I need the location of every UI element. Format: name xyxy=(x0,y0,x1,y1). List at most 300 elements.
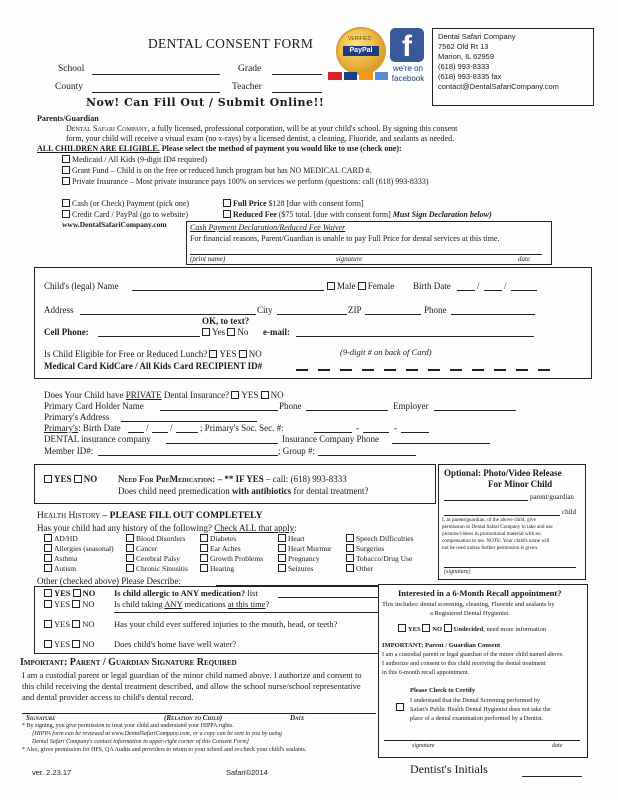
signature-title: Important: Parent / Guardian Signature Required xyxy=(20,657,237,668)
credit-checkbox[interactable] xyxy=(62,210,70,218)
medicaid-label: Medicaid / All Kids (9-digit ID# required) xyxy=(72,155,208,164)
insurance-no-checkbox[interactable] xyxy=(261,391,269,399)
premed-q-end: for dental treatment? xyxy=(291,486,369,496)
cond-checkbox[interactable] xyxy=(346,564,354,572)
recall-title: Interested in a 6-Month Recall appointment? xyxy=(398,588,562,598)
ssn-dash-1: - xyxy=(356,423,359,433)
ins-company-phone-label: Insurance Company Phone xyxy=(282,434,379,444)
company-name: Dental Safari Company xyxy=(438,32,516,41)
cond-label: Ear Aches xyxy=(210,544,241,553)
cond-checkbox[interactable] xyxy=(346,534,354,542)
primary-birth-month[interactable] xyxy=(128,432,144,433)
primary-address-field[interactable] xyxy=(121,421,257,422)
eligible-rest: Please select the method of payment you would like to use (check one): xyxy=(159,144,402,153)
reduced-fee-note: Must Sign Declaration below) xyxy=(390,210,492,219)
medicaid-checkbox[interactable] xyxy=(62,155,70,163)
birth-sep-1: / xyxy=(477,281,480,291)
waiver-signature: signature xyxy=(336,255,363,263)
cond-diabetes[interactable] xyxy=(200,534,263,544)
q-meds-time: at this time xyxy=(227,599,266,609)
city-field[interactable] xyxy=(277,314,347,315)
recall-text-2: a Registered Dental Hygienist. xyxy=(430,610,510,617)
meds-list-field[interactable] xyxy=(114,612,396,613)
recall-date-label: date xyxy=(552,743,563,749)
option-grant[interactable] xyxy=(62,166,372,176)
medical-card-label: Medical Card KidCare / All Kids Card RECIPIENT ID# xyxy=(44,361,263,371)
lunch-yes-checkbox[interactable] xyxy=(209,350,217,358)
recall-certify: Please Check to Certify xyxy=(410,687,476,694)
cond-checkbox[interactable] xyxy=(278,554,286,562)
injury-no-checkbox[interactable] xyxy=(72,620,80,628)
cond-tobacco[interactable] xyxy=(346,554,414,564)
premed-label-line xyxy=(118,474,347,484)
full-price-rest: $128 [due with consent form] xyxy=(266,199,364,208)
q-meds-b: medications xyxy=(182,599,228,609)
meds-no: NO xyxy=(82,599,95,609)
q-allergic-list: list xyxy=(247,588,258,598)
cond-label: Pregnancy xyxy=(288,554,320,563)
private-checkbox[interactable] xyxy=(62,177,70,185)
company-fax: (618) 993-8335 fax xyxy=(438,72,502,81)
water-yes-checkbox[interactable] xyxy=(44,640,52,648)
meds-yes-checkbox[interactable] xyxy=(44,600,52,608)
signature-notes xyxy=(22,722,306,754)
male-label: Male xyxy=(337,281,356,291)
q-injury-text: Has your child ever suffered injuries to the mouth, head, or teeth? xyxy=(114,619,338,629)
recall-no-checkbox[interactable] xyxy=(422,624,430,632)
q-allergic-label: Is child allergic to ANY medication? xyxy=(114,588,246,598)
birth-year-field[interactable] xyxy=(511,290,537,291)
waiver-title: Cash Payment Declaration/Reduced Fee Waiver xyxy=(190,223,346,232)
premed-question xyxy=(118,486,368,496)
cond-label: Autism xyxy=(54,564,77,573)
insurance-no-label: NO xyxy=(270,390,284,400)
premed-no-checkbox[interactable] xyxy=(74,475,82,483)
ssn-field-3[interactable] xyxy=(401,432,429,433)
q-meds-row[interactable] xyxy=(44,599,94,609)
paypal-verified-seal[interactable] xyxy=(336,27,386,75)
grade-label: Grade xyxy=(238,64,262,74)
signature-p1: I am a custodial parent or legal guardian of the minor child named above. I authorize and consent to xyxy=(22,670,362,680)
recall-yes-checkbox[interactable] xyxy=(398,624,406,632)
dentist-initials-label: Dentist's Initials xyxy=(410,762,488,776)
injury-yes: YES xyxy=(54,619,71,629)
cond-blood[interactable] xyxy=(126,534,188,544)
recall-consent-1: I am a custodial parent or legal guardian of the minor child named above. xyxy=(382,651,564,658)
birth-date-label: Birth Date xyxy=(413,281,451,291)
intro-heading: Parents/Guardian xyxy=(37,114,99,123)
female-checkbox[interactable] xyxy=(358,282,366,290)
cond-checkbox[interactable] xyxy=(346,544,354,552)
health-q-text: Has your child had any history of the following? xyxy=(37,523,212,533)
version-label: ver. 2.23.17 xyxy=(32,768,72,777)
cond-asthma[interactable] xyxy=(44,554,114,564)
sig-note-1: * By signing, you give permission to treat your child and understand your HIPPA rights. xyxy=(22,723,234,729)
meds-yes: YES xyxy=(54,599,71,609)
option-reduced-fee[interactable] xyxy=(223,210,492,220)
recall-no: NO xyxy=(432,626,443,633)
male-checkbox[interactable] xyxy=(327,282,335,290)
county-label: County xyxy=(55,82,83,92)
q-allergic-text xyxy=(114,588,258,598)
cond-label: Cancer xyxy=(136,544,158,553)
birth-month-field[interactable] xyxy=(457,290,475,291)
primary-birth-line xyxy=(44,423,121,433)
female-label: Female xyxy=(367,281,395,291)
option-private[interactable] xyxy=(62,177,429,187)
option-full-price[interactable] xyxy=(223,199,364,209)
option-credit[interactable] xyxy=(62,210,188,220)
ins-phone-label: Phone xyxy=(279,401,302,411)
teacher-label: Teacher xyxy=(232,82,262,92)
injury-yes-checkbox[interactable] xyxy=(44,620,52,628)
cond-pregnancy[interactable] xyxy=(278,554,332,564)
sex-options[interactable] xyxy=(327,281,394,291)
photo-title-1: Optional: Photo/Video Release xyxy=(444,468,562,478)
photo-text-5: not be used unless further permission is given. xyxy=(442,545,539,551)
insurance-q-rest: Dental Insurance? xyxy=(161,390,230,400)
health-col-1 xyxy=(44,534,114,574)
phone-field[interactable] xyxy=(451,314,535,315)
allergic-yes-checkbox[interactable] xyxy=(44,589,52,597)
recall-consent-title: IMPORTANT: Parent / Guardian Consent xyxy=(382,642,501,649)
ins-phone-field[interactable] xyxy=(306,410,388,411)
recall-certify-text xyxy=(410,696,551,723)
facebook-icon[interactable]: f xyxy=(390,28,424,62)
water-no: NO xyxy=(82,639,95,649)
grant-checkbox[interactable] xyxy=(62,166,70,174)
recipient-id-field[interactable] xyxy=(296,369,558,371)
premed-call: – call: (618) 993-8333 xyxy=(263,474,347,484)
q-injury-row[interactable] xyxy=(44,619,94,629)
waiver-date: date xyxy=(518,255,531,263)
county-field[interactable] xyxy=(92,92,220,93)
cond-label: Asthma xyxy=(54,554,78,563)
holder-field[interactable] xyxy=(160,410,278,411)
cond-label: Cerebral Palsy xyxy=(136,554,180,563)
private-label: Private Insurance – Most private insurance pays 100% on services we perform (questions: call (618) 993-8333) xyxy=(72,177,429,186)
ssn-field-2[interactable] xyxy=(363,432,389,433)
health-question: Has your child had any history of the following? Check ALL that apply: xyxy=(37,523,297,533)
intro-company: Dental Safari Company xyxy=(66,124,148,133)
photo-release-text xyxy=(442,517,553,552)
cond-heart[interactable] xyxy=(278,534,332,544)
group-field[interactable] xyxy=(318,455,416,456)
cond-label: Chronic Sinusitis xyxy=(136,564,188,573)
teacher-field[interactable] xyxy=(272,92,322,93)
company-address1: 7562 Old Rt 13 xyxy=(438,42,489,51)
company-email[interactable]: contact@DentalSafariCompany.com xyxy=(438,82,559,91)
primary-birth-sep-2: / xyxy=(170,423,173,433)
copyright-label: Safari©2014 xyxy=(226,768,268,777)
page-title: DENTAL CONSENT FORM xyxy=(148,36,314,51)
school-field[interactable] xyxy=(92,74,220,75)
lunch-no-label: NO xyxy=(248,349,262,359)
photo-signature-label: (signature) xyxy=(444,569,471,575)
q-meds-text xyxy=(114,599,269,609)
card-logos-icon xyxy=(328,72,388,80)
holder-label: Primary Card Holder Name xyxy=(44,401,144,411)
employer-field[interactable] xyxy=(434,410,516,411)
online-banner[interactable]: Now! Can Fill Out / Submit Online!! xyxy=(86,96,325,109)
cond-label: Heart Murmur xyxy=(288,544,332,553)
health-col-4 xyxy=(278,534,332,574)
website-link[interactable]: www.DentalSafariCompany.com xyxy=(62,220,167,229)
cond-checkbox[interactable] xyxy=(44,564,52,572)
paypal-verified-text: VERIFIED xyxy=(348,36,372,42)
eligible-line xyxy=(37,144,402,154)
premed-box xyxy=(34,464,436,504)
recall-cert-1: I understand that the Dental Screening performed by xyxy=(410,697,541,704)
ssn-label: ; Primary's Soc. Sec. #: xyxy=(200,423,284,433)
cond-label: Surgeries xyxy=(356,544,385,553)
recall-signature-field[interactable] xyxy=(384,740,580,741)
email-field[interactable] xyxy=(296,336,534,337)
health-title-rest: – PLEASE FILL OUT COMPLETELY xyxy=(100,511,263,521)
cond-ear[interactable] xyxy=(200,544,263,554)
premed-yes-checkbox[interactable] xyxy=(44,475,52,483)
cond-autism[interactable] xyxy=(44,564,114,574)
water-no-checkbox[interactable] xyxy=(72,640,80,648)
cash-checkbox[interactable] xyxy=(62,199,70,207)
insurance-yes-label: YES xyxy=(241,390,259,400)
q-water-row[interactable] xyxy=(44,639,94,649)
ok-text-options[interactable] xyxy=(202,327,248,337)
premed-no-label: NO xyxy=(83,474,98,484)
primarys-label: Primary's xyxy=(44,423,79,433)
q-water-text: Does child's home have well water? xyxy=(114,639,237,649)
recall-certify-checkbox[interactable] xyxy=(396,697,406,715)
allergic-yes: YES xyxy=(54,588,71,598)
cond-checkbox[interactable] xyxy=(278,564,286,572)
cond-cerebral[interactable] xyxy=(126,554,188,564)
photo-child-field[interactable] xyxy=(444,515,560,516)
paypal-logo-text: PayPal xyxy=(343,46,379,56)
health-check-all: Check ALL that apply xyxy=(214,523,295,533)
other-describe-label: Other (checked above) Please Describe: xyxy=(37,576,181,586)
cond-checkbox[interactable] xyxy=(44,534,52,542)
sig-date-label: Date xyxy=(290,714,305,722)
dentist-initials-field[interactable] xyxy=(522,776,582,777)
cond-label: Heart xyxy=(288,534,305,543)
lunch-question-text: Is Child Eligible for Free or Reduced Lunch? xyxy=(44,349,208,359)
sig-note-3: Dental Safari Company's contact information in upper-right corner of this Consent Form] xyxy=(32,739,249,745)
cond-checkbox[interactable] xyxy=(346,554,354,562)
cond-seizures[interactable] xyxy=(278,564,332,574)
recall-consent-3: in this 6-month recall appointment. xyxy=(382,669,470,676)
water-yes: YES xyxy=(54,639,71,649)
intro-paragraph-2: form, your child will receive a visual exam (no x-rays) by a licensed dentist, a cleaning, Fluoride, and sealants as needed. xyxy=(66,134,455,143)
primary-birth-year[interactable] xyxy=(176,432,198,433)
recall-consent-2: I authorize and consent to this child receiving the dental treatment xyxy=(382,660,546,667)
address-label: Address xyxy=(44,305,74,315)
employer-label: Employer xyxy=(393,401,429,411)
cond-checkbox[interactable] xyxy=(200,534,208,542)
cond-speech[interactable] xyxy=(346,534,414,544)
photo-text-3: pictures/videos in promotional material with no xyxy=(442,531,541,537)
meds-no-checkbox[interactable] xyxy=(72,600,80,608)
cond-checkbox[interactable] xyxy=(44,554,52,562)
photo-parent-label: parent/guardian xyxy=(530,493,574,501)
cond-sinusitis[interactable] xyxy=(126,564,188,574)
cond-label: Hearing xyxy=(210,564,235,573)
primary-birth-day[interactable] xyxy=(152,432,168,433)
primary-birth-label: : Birth Date xyxy=(78,423,121,433)
allergic-no: NO xyxy=(82,588,96,598)
nine-digit-note: (9-digit # on back of Card) xyxy=(340,347,432,357)
member-id-field[interactable] xyxy=(98,455,278,456)
address-field[interactable] xyxy=(80,314,256,315)
waiver-text: For financial reasons, Parent/Guardian is unable to pay Full Price for dental services at this time. xyxy=(190,234,500,243)
cond-other[interactable] xyxy=(346,564,414,574)
photo-text-2: permission to Dental Safari Company to take and use xyxy=(442,524,553,530)
cond-label: Growth Problems xyxy=(210,554,264,563)
sig-note-4: * Also, gives permission for HFS, QA Audits and providers to return to your school and re-check your child's sealants. xyxy=(22,747,307,753)
premed-label: Need For PreMedication: xyxy=(118,474,216,484)
company-address2: Marion, IL 62959 xyxy=(438,52,495,61)
zip-field[interactable] xyxy=(365,314,421,315)
cond-label: AD/HD xyxy=(54,534,78,543)
ins-company-phone-field[interactable] xyxy=(392,443,490,444)
phone-label: Phone xyxy=(424,305,447,315)
q-allergic-row[interactable] xyxy=(44,588,95,598)
intro-paragraph-1 xyxy=(66,124,457,134)
photo-title-2: For Minor Child xyxy=(488,479,553,489)
insurance-yes-checkbox[interactable] xyxy=(231,391,239,399)
birth-sep-2: / xyxy=(504,281,507,291)
cond-label: Diabetes xyxy=(210,534,237,543)
cond-checkbox[interactable] xyxy=(126,534,134,542)
reduced-fee-rest: ($75 total. [due with consent form] xyxy=(276,210,391,219)
recall-text-1: This includes: dental screening, cleaning, Fluoride and sealants by xyxy=(382,601,555,608)
q-meds-any: ANY xyxy=(164,599,183,609)
cell-phone-label: Cell Phone: xyxy=(44,327,89,337)
premed-options[interactable] xyxy=(44,474,97,484)
premed-q-text: Does child need premedication xyxy=(118,486,232,496)
reduced-fee-checkbox[interactable] xyxy=(223,210,231,218)
health-title xyxy=(37,511,263,521)
cond-checkbox[interactable] xyxy=(126,564,134,572)
injury-no: NO xyxy=(82,619,95,629)
premed-if-yes: – ** IF YES xyxy=(215,474,264,484)
q-meds-c: ? xyxy=(265,599,270,609)
child-name-field[interactable] xyxy=(132,290,324,291)
cond-growth[interactable] xyxy=(200,554,263,564)
cond-checkbox[interactable] xyxy=(200,554,208,562)
cond-checkbox[interactable] xyxy=(126,544,134,552)
premed-q-bold: with antibiotics xyxy=(231,486,292,496)
allergic-no-checkbox[interactable] xyxy=(73,589,81,597)
lunch-no-checkbox[interactable] xyxy=(239,350,247,358)
ins-company-label: DENTAL insurance company xyxy=(44,434,151,444)
cond-checkbox[interactable] xyxy=(44,544,52,552)
photo-text-1: I, as parent/guardian, of the above child, give xyxy=(442,517,536,523)
primary-address-label: Primary's Address xyxy=(44,412,110,422)
cond-label: Seizures xyxy=(288,564,314,573)
premed-yes-label: YES xyxy=(54,474,72,484)
cash-label: Cash (or Check) Payment (pick one) xyxy=(72,199,190,208)
credit-label: Credit Card / PayPal (go to website) xyxy=(72,210,188,219)
health-col-5 xyxy=(346,534,414,574)
cond-checkbox[interactable] xyxy=(126,554,134,562)
cond-surgeries[interactable] xyxy=(346,544,414,554)
grade-field[interactable] xyxy=(272,74,322,75)
health-col-2 xyxy=(126,534,188,574)
school-label: School xyxy=(58,64,85,74)
ins-company-field[interactable] xyxy=(166,443,278,444)
q-meds-a: Is child taking xyxy=(114,599,165,609)
intro-p1-rest: , a fully licensed, professional corporation, will be at your child's school. By signing this consent xyxy=(147,124,458,133)
lunch-yes-label: YES xyxy=(219,349,237,359)
recall-more: , need more information xyxy=(483,626,547,633)
ssn-field-1[interactable] xyxy=(314,432,352,433)
cond-checkbox[interactable] xyxy=(278,544,286,552)
reduced-fee-label: Reduced Fee xyxy=(233,210,277,219)
cond-adhd[interactable] xyxy=(44,534,114,544)
waiver-signature-line[interactable] xyxy=(190,254,542,255)
full-price-label: Full Price xyxy=(233,199,267,208)
insurance-private: PRIVATE xyxy=(125,390,162,400)
signature-p3: and dental provider access to child's dental record. xyxy=(22,692,194,702)
cond-murmur[interactable] xyxy=(278,544,332,554)
recall-undecided-checkbox[interactable] xyxy=(444,624,452,632)
recall-cert-2: Safari's Public Health Dental Hygienist does not take the xyxy=(410,706,551,713)
lunch-question xyxy=(44,349,262,359)
text-yes-checkbox[interactable] xyxy=(202,328,210,336)
city-label: City xyxy=(257,305,273,315)
cond-checkbox[interactable] xyxy=(278,534,286,542)
waiver-print-name: (print name) xyxy=(190,255,226,263)
text-no-label: No xyxy=(237,327,249,337)
cond-label: Allergies (seasonal) xyxy=(54,544,114,553)
photo-text-4: compensation to me. NOTE: Your child's name will xyxy=(442,538,550,544)
option-medicaid[interactable] xyxy=(62,155,207,165)
health-title-text: Health History xyxy=(37,511,101,521)
photo-parent-field[interactable] xyxy=(444,500,528,501)
cond-hearing[interactable] xyxy=(200,564,263,574)
health-col-3 xyxy=(200,534,263,574)
photo-child-label: child xyxy=(562,508,576,516)
cond-cancer[interactable] xyxy=(126,544,188,554)
text-yes-label: Yes xyxy=(212,327,226,337)
relation-label: (Relation to Child) xyxy=(164,714,223,722)
cond-label: Other xyxy=(356,564,374,573)
company-phone: (618) 993-8333 xyxy=(438,62,490,71)
full-price-checkbox[interactable] xyxy=(223,199,231,207)
option-cash[interactable] xyxy=(62,199,189,209)
ok-text-label: OK, to text? xyxy=(202,316,250,326)
insurance-q-text: Does Your Child have xyxy=(44,390,124,400)
sig-note-2: [HIPPA form can be reviewed at www.DentalSafariCompany.com, or a copy can be sent to you by using xyxy=(32,731,282,737)
birth-day-field[interactable] xyxy=(484,290,502,291)
group-label: ; Group #: xyxy=(278,446,315,456)
zip-label: ZIP xyxy=(348,305,362,315)
recall-yes: YES xyxy=(408,626,421,633)
recall-options[interactable] xyxy=(398,624,546,634)
cond-checkbox[interactable] xyxy=(200,564,208,572)
sig-label: Signature xyxy=(26,714,56,722)
cond-label: Blood Disorders xyxy=(136,534,186,543)
recall-undecided: Undecided xyxy=(453,626,484,633)
eligible-text: ALL CHILDREN ARE ELIGIBLE. xyxy=(37,144,160,153)
email-label: e-mail: xyxy=(263,327,290,337)
cond-allergies[interactable] xyxy=(44,544,114,554)
cell-phone-field[interactable] xyxy=(98,336,200,337)
recall-signature-label: signature xyxy=(412,743,435,749)
text-no-checkbox[interactable] xyxy=(227,328,235,336)
ssn-dash-2: - xyxy=(394,423,397,433)
cond-checkbox[interactable] xyxy=(200,544,208,552)
